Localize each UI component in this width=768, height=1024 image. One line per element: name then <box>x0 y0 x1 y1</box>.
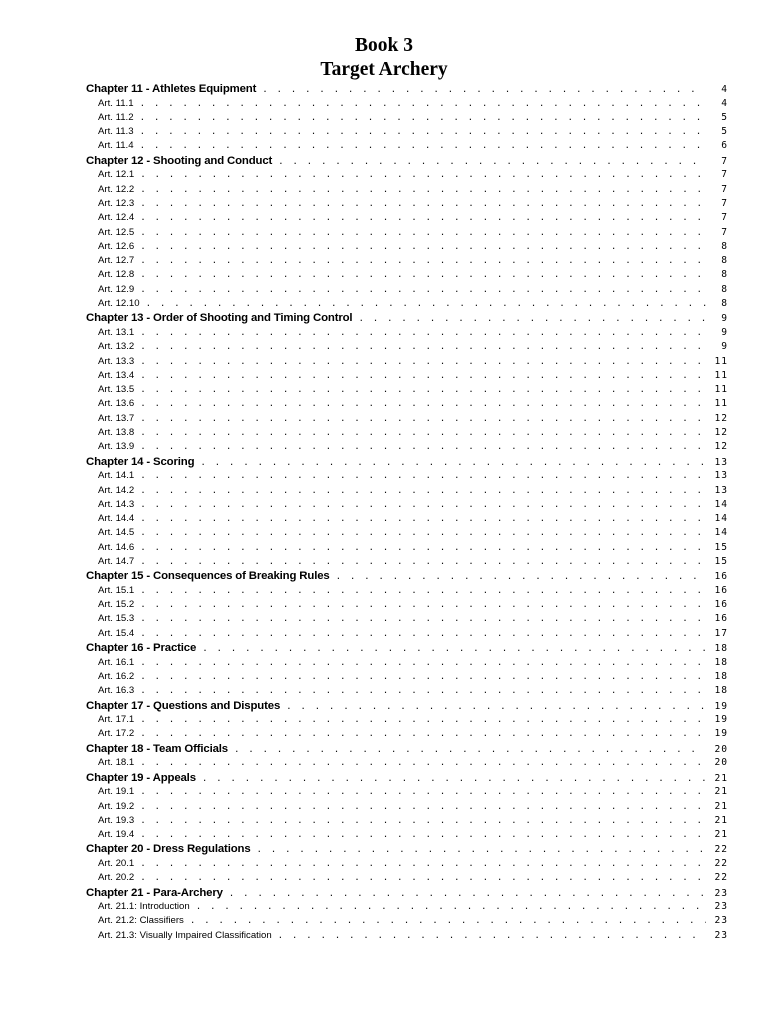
dot-leader <box>140 498 706 512</box>
dot-leader <box>140 670 706 684</box>
toc-entry-label: Art. 13.4 <box>98 369 135 381</box>
toc-article-link[interactable] <box>86 484 728 498</box>
toc-page-number: 14 <box>714 527 728 539</box>
toc-page-number: 7 <box>721 212 728 224</box>
toc-page-number: 21 <box>714 814 728 826</box>
dot-leader <box>278 155 706 169</box>
toc-page-number: 19 <box>714 700 728 712</box>
toc-article-link[interactable] <box>86 240 728 254</box>
dot-leader <box>140 584 706 598</box>
toc-page-number: 8 <box>721 283 728 295</box>
toc-entry-label: Art. 21.1: Introduction <box>98 901 190 913</box>
toc-page-number: 19 <box>714 714 728 726</box>
dot-leader <box>140 111 706 125</box>
dot-leader <box>140 484 706 498</box>
toc-article-link[interactable] <box>86 512 728 526</box>
toc-entry-label: Chapter 11 - Athletes Equipment <box>86 83 257 95</box>
toc-article-link[interactable] <box>86 900 728 914</box>
toc-entry-label: Chapter 16 - Practice <box>86 642 197 655</box>
dot-leader <box>140 268 706 282</box>
toc-article-link[interactable] <box>86 727 728 741</box>
toc-entry-label: Art. 12.7 <box>98 255 135 267</box>
toc-entry-label: Art. 13.2 <box>98 341 135 353</box>
toc-page-number: 11 <box>714 384 728 396</box>
dot-leader <box>140 383 706 397</box>
dot-leader <box>146 297 706 311</box>
dot-leader <box>140 211 706 225</box>
dot-leader <box>140 340 706 354</box>
dot-leader <box>140 226 706 240</box>
toc-entry-label: Art. 12.5 <box>98 226 135 238</box>
toc-article-link[interactable] <box>86 828 728 842</box>
toc-entry-label: Chapter 21 - Para-Archery <box>86 886 223 899</box>
toc-page-number: 8 <box>721 255 728 267</box>
toc-entry-label: Chapter 18 - Team Officials <box>86 742 228 755</box>
document-title: Target Archery <box>320 59 448 80</box>
toc-entry-label: Art. 12.1 <box>98 169 135 181</box>
toc-page-number: 12 <box>714 412 728 424</box>
toc-page-number: 14 <box>714 513 728 525</box>
toc-entry-label: Art. 17.1 <box>98 714 135 726</box>
toc-article-link[interactable] <box>86 469 728 483</box>
toc-entry-label: Chapter 19 - Appeals <box>86 771 196 784</box>
toc-page-number: 16 <box>714 584 728 596</box>
dot-leader <box>140 526 706 540</box>
toc-page-number: 23 <box>714 887 728 899</box>
toc-article-link[interactable] <box>86 871 728 885</box>
toc-entry-label: Art. 14.7 <box>98 555 135 567</box>
dot-leader <box>140 240 706 254</box>
toc-entry-label: Art. 13.8 <box>98 427 135 439</box>
toc-entry-label: Art. 12.3 <box>98 197 135 209</box>
dot-leader <box>140 397 706 411</box>
toc-page-number: 20 <box>714 743 728 755</box>
toc-article-link[interactable] <box>86 526 728 540</box>
toc-article-link[interactable] <box>86 211 728 225</box>
book-heading: Book 3 <box>355 35 413 56</box>
dot-leader <box>140 369 706 383</box>
toc-article-link[interactable] <box>86 97 728 111</box>
toc-chapter-link[interactable] <box>86 641 728 656</box>
dot-leader <box>140 857 706 871</box>
dot-leader <box>286 700 706 714</box>
toc-page-number: 20 <box>714 757 728 769</box>
dot-leader <box>257 843 706 857</box>
toc-article-link[interactable] <box>86 498 728 512</box>
toc-entry-label: Art. 16.3 <box>98 685 135 697</box>
toc-entry-label: Art. 14.1 <box>98 470 135 482</box>
dot-leader <box>140 183 706 197</box>
toc-article-link[interactable] <box>86 598 728 612</box>
dot-leader <box>140 684 706 698</box>
toc-page-number: 13 <box>714 456 728 468</box>
toc-page-number: 12 <box>714 427 728 439</box>
dot-leader <box>140 426 706 440</box>
dot-leader <box>140 814 706 828</box>
toc-entry-label: Art. 21.2: Classifiers <box>98 915 184 927</box>
toc-page-number: 15 <box>714 541 728 553</box>
toc-chapter-link[interactable] <box>86 455 728 470</box>
toc-article-link[interactable] <box>86 355 728 369</box>
dot-leader <box>234 743 706 757</box>
toc-entry-label: Art. 18.1 <box>98 757 135 769</box>
toc-page-number: 7 <box>721 169 728 181</box>
dot-leader <box>140 412 706 426</box>
toc-entry-label: Chapter 20 - Dress Regulations <box>86 843 251 856</box>
toc-entry-label: Chapter 13 - Order of Shooting and Timing Control <box>86 312 353 325</box>
dot-leader <box>140 125 706 139</box>
toc-article-link[interactable] <box>86 684 728 698</box>
toc-page-number: 22 <box>714 858 728 869</box>
toc-page-number: 18 <box>714 656 728 668</box>
toc-entry-label: Art. 19.4 <box>98 829 135 841</box>
toc-entry-label: Art. 13.7 <box>98 412 135 424</box>
dot-leader <box>278 929 706 943</box>
toc-entry-label: Art. 13.3 <box>98 355 135 367</box>
toc-entry-label: Art. 12.9 <box>98 283 135 295</box>
dot-leader <box>140 756 706 770</box>
toc-page-number: 16 <box>714 613 728 625</box>
toc-article-link[interactable] <box>86 656 728 670</box>
toc-entry-label: Art. 12.6 <box>98 240 135 252</box>
toc-article-link[interactable] <box>86 139 728 153</box>
dot-leader <box>140 785 706 799</box>
toc-entry-label: Art. 13.6 <box>98 398 135 410</box>
toc-article-link[interactable] <box>86 226 728 240</box>
toc-page-number: 8 <box>721 269 728 281</box>
toc-page-number: 7 <box>721 155 728 167</box>
toc-page-number: 9 <box>721 341 728 353</box>
toc-page-number: 8 <box>721 240 728 252</box>
toc-entry-label: Art. 12.4 <box>98 212 135 224</box>
toc-entry-label: Art. 16.1 <box>98 656 135 668</box>
toc-page-number: 16 <box>714 599 728 611</box>
toc-chapter-link[interactable] <box>86 771 728 786</box>
dot-leader <box>140 197 706 211</box>
toc-entry-label: Art. 13.1 <box>98 326 135 338</box>
toc-page-number: 4 <box>721 84 728 95</box>
toc-entry-label: Art. 12.8 <box>98 269 135 281</box>
toc-entry-label: Art. 19.1 <box>98 786 135 798</box>
toc-entry-label: Art. 11.2 <box>98 111 134 123</box>
toc-chapter-link[interactable] <box>86 154 728 169</box>
toc-article-link[interactable] <box>86 541 728 555</box>
toc-article-link[interactable] <box>86 254 728 268</box>
toc-page-number: 4 <box>721 97 728 109</box>
toc-page-number: 11 <box>714 369 728 381</box>
toc-page-number: 11 <box>714 398 728 410</box>
dot-leader <box>140 871 706 885</box>
toc-page-number: 23 <box>714 915 728 927</box>
toc-page-number: 13 <box>714 484 728 496</box>
dot-leader <box>140 440 706 454</box>
toc-chapter-link[interactable] <box>86 82 728 97</box>
toc-page-number: 8 <box>721 298 728 310</box>
dot-leader <box>202 642 706 656</box>
toc-page-number: 22 <box>714 872 728 884</box>
toc-page-number: 14 <box>714 498 728 510</box>
toc-article-link[interactable] <box>86 612 728 626</box>
toc-article-link[interactable] <box>86 268 728 282</box>
dot-leader <box>140 355 706 369</box>
toc-entry-label: Art. 14.5 <box>98 527 135 539</box>
toc-entry-label: Art. 14.6 <box>98 541 135 553</box>
toc-article-link[interactable] <box>86 125 728 139</box>
toc-entry-label: Chapter 15 - Consequences of Breaking Rules <box>86 570 330 583</box>
toc-page-number: 7 <box>721 197 728 209</box>
toc-chapter-link[interactable] <box>86 742 728 757</box>
toc-page-number: 9 <box>721 313 728 325</box>
toc-article-link[interactable] <box>86 584 728 598</box>
dot-leader <box>196 900 706 914</box>
toc-page-number: 15 <box>714 555 728 567</box>
dot-leader <box>202 772 706 786</box>
dot-leader <box>358 312 706 326</box>
toc-entry-label: Art. 14.3 <box>98 498 135 510</box>
dot-leader <box>229 887 706 901</box>
toc-entry-label: Chapter 12 - Shooting and Conduct <box>86 154 273 167</box>
toc-article-link[interactable] <box>86 326 728 340</box>
dot-leader <box>336 570 706 584</box>
toc-page-number: 5 <box>721 126 728 138</box>
toc-entry-label: Art. 19.3 <box>98 814 135 826</box>
toc-article-link[interactable] <box>86 111 728 125</box>
toc-page-number: 11 <box>714 355 728 367</box>
toc-article-link[interactable] <box>86 857 728 871</box>
toc-entry-label: Art. 14.2 <box>98 484 135 496</box>
toc-article-link[interactable] <box>86 929 728 943</box>
toc-page-number: 17 <box>714 627 728 639</box>
toc-entry-label: Art. 21.3: Visually Impaired Classification <box>98 929 272 941</box>
toc-entry-label: Art. 15.3 <box>98 613 135 625</box>
dot-leader <box>140 555 706 569</box>
dot-leader <box>140 168 706 182</box>
toc-article-link[interactable] <box>86 283 728 297</box>
toc-entry-label: Art. 20.2 <box>98 872 135 884</box>
toc-page-number: 21 <box>714 772 728 784</box>
toc-entry-label: Art. 11.1 <box>98 97 134 109</box>
dot-leader <box>140 727 706 741</box>
toc-article-link[interactable] <box>86 627 728 641</box>
toc-entry-label: Art. 15.4 <box>98 627 135 639</box>
dot-leader <box>140 612 706 626</box>
toc-page-number: 21 <box>714 829 728 841</box>
toc-entry-label: Art. 15.2 <box>98 599 135 611</box>
toc-article-link[interactable] <box>86 426 728 440</box>
toc-entry-label: Art. 13.9 <box>98 441 135 453</box>
dot-leader <box>140 254 706 268</box>
toc-article-link[interactable] <box>86 440 728 454</box>
toc-entry-label: Art. 14.4 <box>98 513 135 525</box>
toc-entry-label: Art. 11.4 <box>98 140 134 152</box>
toc-page-number: 12 <box>714 441 728 453</box>
dot-leader <box>200 456 706 470</box>
dot-leader <box>140 713 706 727</box>
toc-article-link[interactable] <box>86 412 728 426</box>
toc-article-link[interactable] <box>86 297 728 311</box>
toc-page-number: 18 <box>714 643 728 655</box>
dot-leader <box>140 97 706 111</box>
toc-entry-label: Chapter 17 - Questions and Disputes <box>86 699 281 712</box>
toc-chapter-link[interactable] <box>86 842 728 857</box>
toc-article-link[interactable] <box>86 670 728 684</box>
dot-leader <box>140 283 706 297</box>
toc-chapter-link[interactable] <box>86 886 728 901</box>
toc-article-link[interactable] <box>86 397 728 411</box>
toc-entry-label: Art. 12.2 <box>98 183 135 195</box>
dot-leader <box>262 83 706 97</box>
toc-article-link[interactable] <box>86 340 728 354</box>
toc-article-link[interactable] <box>86 914 728 928</box>
toc-entry-label: Art. 20.1 <box>98 858 135 869</box>
dot-leader <box>140 656 706 670</box>
toc-entry-label: Art. 16.2 <box>98 670 135 682</box>
toc-article-link[interactable] <box>86 713 728 727</box>
dot-leader <box>140 828 706 842</box>
toc-page-number: 5 <box>721 111 728 123</box>
toc-page-number: 6 <box>721 140 728 152</box>
toc-page-number: 19 <box>714 728 728 740</box>
toc-entry-label: Art. 19.2 <box>98 800 135 812</box>
document-title-block <box>0 34 768 82</box>
toc-page-number: 21 <box>714 786 728 798</box>
toc-chapter-link[interactable] <box>86 699 728 714</box>
toc-entry-label: Art. 13.5 <box>98 384 135 396</box>
toc-entry-label: Chapter 14 - Scoring <box>86 455 195 468</box>
toc-page-number: 7 <box>721 226 728 238</box>
dot-leader <box>140 627 706 641</box>
toc-article-link[interactable] <box>86 183 728 197</box>
dot-leader <box>140 469 706 483</box>
toc-page-number: 9 <box>721 326 728 338</box>
dot-leader <box>140 800 706 814</box>
toc-page-number: 21 <box>714 800 728 812</box>
toc-article-link[interactable] <box>86 197 728 211</box>
dot-leader <box>140 139 706 153</box>
toc-page-number: 7 <box>721 183 728 195</box>
toc-article-link[interactable] <box>86 369 728 383</box>
toc-article-link[interactable] <box>86 785 728 799</box>
toc-chapter-link[interactable] <box>86 569 728 584</box>
dot-leader <box>140 541 706 555</box>
toc-page-number: 18 <box>714 670 728 682</box>
dot-leader <box>140 512 706 526</box>
table-of-contents <box>86 82 728 943</box>
toc-article-link[interactable] <box>86 756 728 770</box>
toc-entry-label: Art. 15.1 <box>98 584 135 596</box>
toc-page-number: 18 <box>714 685 728 697</box>
toc-page-number: 16 <box>714 571 728 583</box>
dot-leader <box>140 326 706 340</box>
toc-article-link[interactable] <box>86 168 728 182</box>
toc-article-link[interactable] <box>86 555 728 569</box>
toc-page-number: 23 <box>714 929 728 941</box>
toc-entry-label: Art. 17.2 <box>98 728 135 740</box>
dot-leader <box>140 598 706 612</box>
toc-article-link[interactable] <box>86 814 728 828</box>
toc-page-number: 22 <box>714 844 728 856</box>
toc-entry-label: Art. 11.3 <box>98 126 134 138</box>
toc-article-link[interactable] <box>86 383 728 397</box>
dot-leader <box>190 914 706 928</box>
toc-entry-label: Art. 12.10 <box>98 298 140 310</box>
toc-article-link[interactable] <box>86 800 728 814</box>
toc-page-number: 13 <box>714 470 728 482</box>
toc-page-number: 23 <box>714 901 728 913</box>
toc-chapter-link[interactable] <box>86 311 728 326</box>
